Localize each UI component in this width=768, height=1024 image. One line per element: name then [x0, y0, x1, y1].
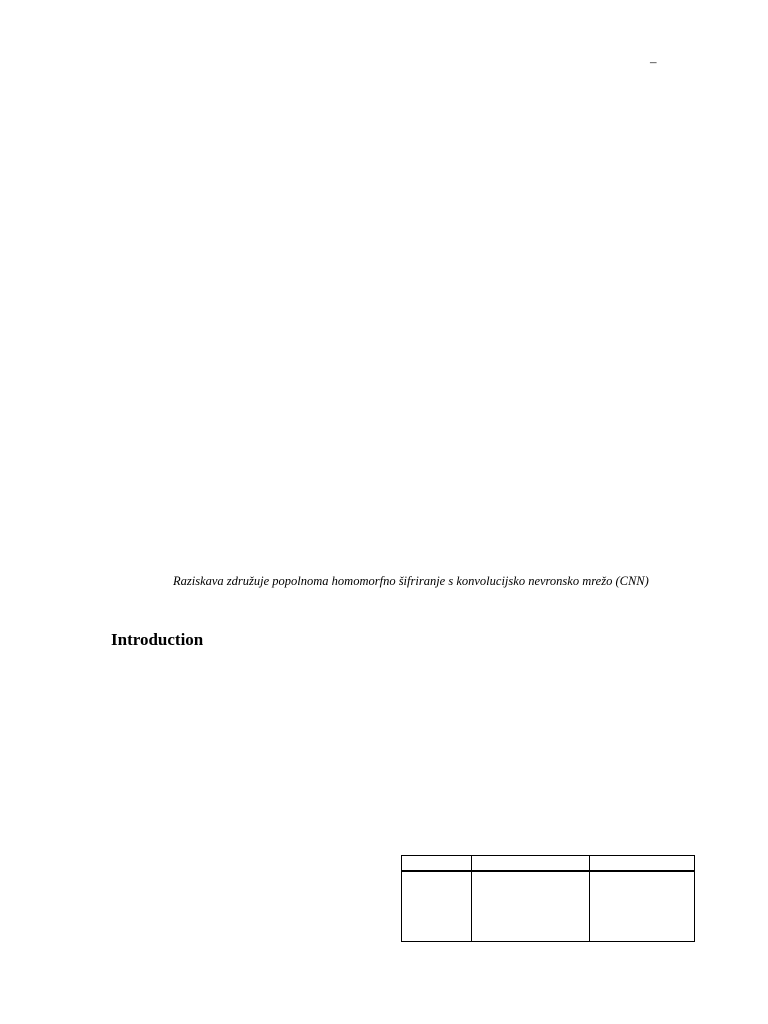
- table-cell: [472, 871, 590, 942]
- table-row: [402, 871, 695, 942]
- table-cell: [402, 871, 472, 942]
- table-header-row: [402, 856, 695, 872]
- table-header-cell: [402, 856, 472, 872]
- table-cell: [590, 871, 695, 942]
- table-header-cell: [472, 856, 590, 872]
- section-heading-introduction: Introduction: [111, 630, 204, 649]
- abstract-text: Raziskava združuje popolnoma homomorfno šifriranje s konvolucijsko nevronsko mrežo (CNN): [173, 574, 649, 588]
- header-dash: –: [650, 54, 657, 69]
- data-table: [401, 855, 695, 942]
- table-header-cell: [590, 856, 695, 872]
